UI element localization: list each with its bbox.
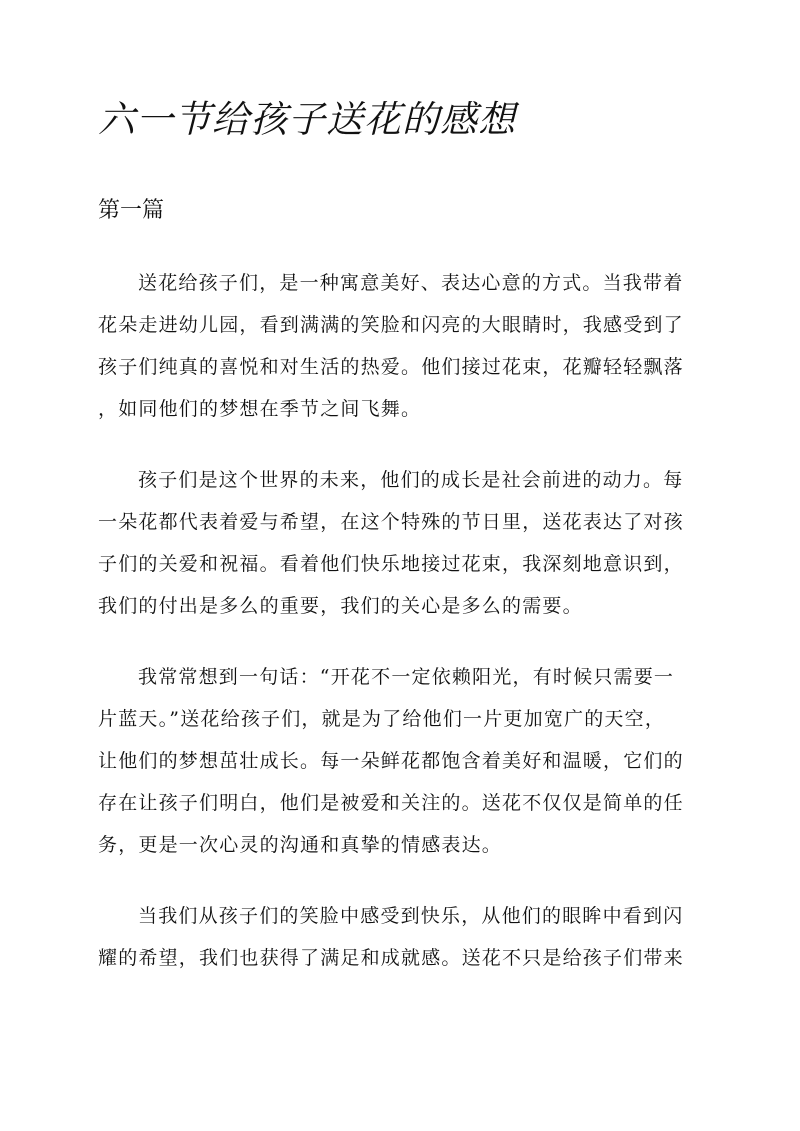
- paragraph-1: [98, 262, 704, 430]
- paragraph-4: [98, 895, 704, 979]
- paragraph-3: [98, 656, 704, 866]
- paragraph-line: 片蓝天。”送花给孩子们，就是为了给他们一片更加宽广的天空，: [98, 708, 666, 730]
- paragraph-line: ，如同他们的梦想在季节之间飞舞。: [98, 398, 422, 420]
- paragraph-line: 我常常想到一句话：“开花不一定依赖阳光，有时候只需要一: [138, 666, 675, 688]
- paragraph-line: 孩子们纯真的喜悦和对生活的热爱。他们接过花束，花瓣轻轻飘落: [98, 356, 684, 378]
- paragraph-line: 存在让孩子们明白，他们是被爱和关注的。送花不仅仅是简单的任: [98, 792, 684, 814]
- section-heading: 第一篇: [98, 198, 165, 223]
- paragraph-line: 送花给孩子们，是一种寓意美好、表达心意的方式。当我带着: [138, 272, 684, 294]
- paragraph-line: 我们的付出是多么的重要，我们的关心是多么的需要。: [98, 595, 583, 617]
- paragraph-line: 让他们的梦想茁壮成长。每一朵鲜花都饱含着美好和温暖，它们的: [98, 750, 684, 772]
- paragraph-line: 耀的希望，我们也获得了满足和成就感。送花不只是给孩子们带来: [98, 947, 684, 969]
- paragraph-line: 一朵花都代表着爱与希望，在这个特殊的节日里，送花表达了对孩: [98, 511, 684, 533]
- body-text: [98, 262, 704, 1008]
- paragraph-line: 花朵走进幼儿园，看到满满的笑脸和闪亮的大眼睛时，我感受到了: [98, 314, 684, 336]
- paragraph-line: 孩子们是这个世界的未来，他们的成长是社会前进的动力。每: [138, 469, 684, 491]
- paragraph-line: 当我们从孩子们的笑脸中感受到快乐，从他们的眼眸中看到闪: [138, 905, 684, 927]
- paragraph-2: [98, 459, 704, 627]
- document-title: 六一节给孩子送花的感想: [98, 98, 516, 141]
- paragraph-line: 务，更是一次心灵的沟通和真挚的情感表达。: [98, 834, 503, 856]
- paragraph-line: 子们的关爱和祝福。看着他们快乐地接过花束，我深刻地意识到，: [98, 553, 684, 575]
